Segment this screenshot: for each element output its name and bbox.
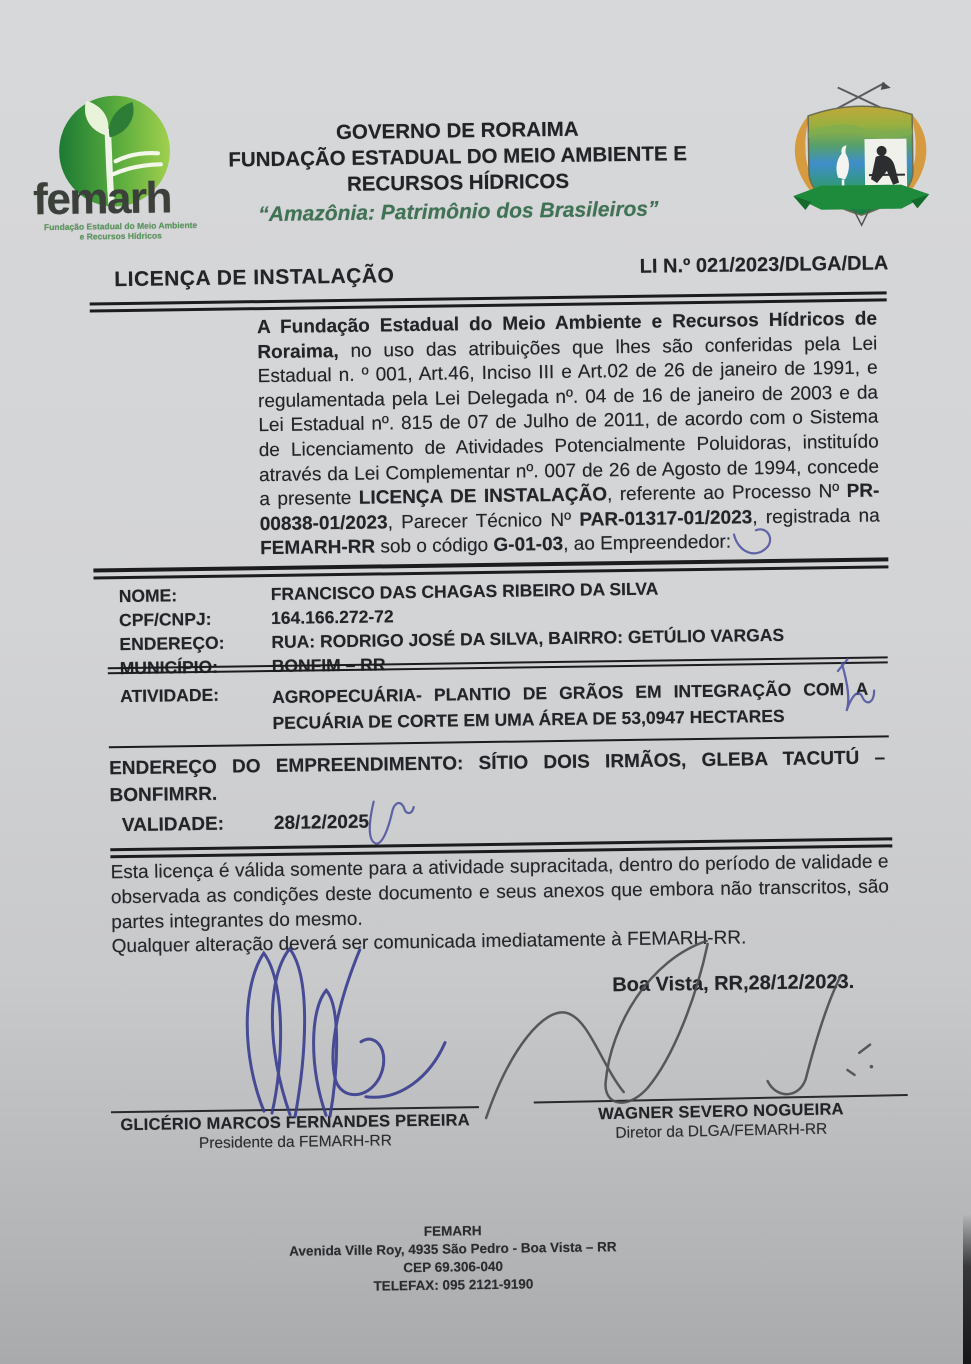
field-label: MUNICÍPIO: (119, 656, 219, 679)
field-label: ENDEREÇO: (119, 632, 225, 655)
terms-notice: Qualquer alteração deverá ser comunicada imediatamente à FEMARH-RR. (111, 927, 747, 958)
document-title: LICENÇA DE INSTALAÇÃO (114, 264, 395, 292)
photo-dark-edge (963, 1214, 971, 1364)
field-label: ATIVIDADE: (120, 684, 220, 707)
org-line3: RECURSOS HÍDRICOS (346, 169, 570, 196)
footer-line2: Avenida Ville Roy, 4935 São Pedro - Boa Vista – RR (289, 1239, 617, 1259)
field-value: 164.166.272-72 (270, 606, 394, 628)
femarh-logo (30, 96, 212, 243)
footer-line4: TELEFAX: 095 2121-9190 (373, 1276, 534, 1294)
preamble-seg: G-01-03 (493, 534, 564, 557)
field-label: VALIDADE: (121, 813, 225, 837)
preamble-seg: LICENÇA DE INSTALAÇÃO (358, 484, 608, 509)
field-label: NOME: (118, 585, 178, 607)
field-value: RUA: RODRIGO JOSÉ DA SILVA, BAIRRO: GETÚLIO VARGAS (271, 624, 785, 652)
logo-wordmark: femarh (32, 173, 172, 225)
validity-date: 28/12/2025 (273, 811, 370, 834)
preamble-seg: PR-00838-01/2023 (259, 480, 880, 535)
roraima-coat-of-arms-icon (780, 76, 942, 233)
preamble-seg: FEMARH-RR (259, 536, 376, 560)
preamble-seg: , ao Empreendedor: (563, 531, 732, 556)
footer-line3: CEP 69.306-040 (403, 1258, 504, 1276)
field-label: CPF/CNPJ: (118, 608, 212, 631)
validity-block (122, 807, 722, 837)
logo-subtext-line1: Fundação Estadual do Meio Ambiente (43, 219, 198, 233)
signature-block-president (111, 1106, 480, 1154)
preamble-seg: , Parecer Técnico Nº (387, 509, 580, 534)
org-line1: GOVERNO DE RORAIMA (335, 117, 579, 145)
signer-name: GLICÉRIO MARCOS FERNANDES PEREIRA (120, 1111, 470, 1135)
org-slogan: “Amazônia: Patrimônio dos Brasileiros” (258, 197, 659, 227)
signer-title: Presidente da FEMARH-RR (198, 1132, 392, 1153)
preamble-seg: PAR-01317-01/2023 (579, 507, 753, 531)
terms-paragraph: Esta licença é válida somente para a atividade supracitada, dentro do período de validade e observada as condições deste documento e seus anexos que embora não transcritos, são partes integrantes do mesmo. (110, 851, 890, 934)
footer-line1: FEMARH (423, 1223, 482, 1239)
dateline: Boa Vista, RR,28/12/2023. (612, 970, 855, 997)
footer-address (153, 1218, 754, 1298)
preamble-seg: , referente ao Processo Nº (606, 481, 847, 506)
site-address: ENDEREÇO DO EMPREENDIMENTO: SÍTIO DOIS IRMÃOS, GLEBA TACUTÚ – BONFIMRR. (109, 747, 886, 807)
field-value: AGROPECUÁRIA- PLANTIO DE GRÃOS EM INTEGRAÇÃO COM A PECUÁRIA DE CORTE EM UMA ÁREA DE 53,0947 HECTARES (272, 678, 869, 733)
logo-subtext-line2: e Recursos Hídricos (79, 230, 162, 242)
org-line2: FUNDAÇÃO ESTADUAL DO MEIO AMBIENTE E (228, 142, 688, 172)
license-number: LI N.º 021/2023/DLGA/DLA (639, 252, 889, 278)
signature-ink-director (484, 939, 874, 1118)
letterhead (197, 115, 718, 229)
signature-block-director (534, 1094, 909, 1144)
preamble-seg: , registrada na (752, 505, 880, 529)
field-value: BONFIM – RR (271, 654, 386, 676)
signature-ink-president (246, 947, 446, 1118)
preamble-seg: no uso das atribuições que lhes são conferidas pela Lei Estadual n. º 001, Art.46, Inciso III e Art.02 de 26 de janeiro de 1991, e regulamentada pela Lei Delegada nº. 04 de 16 de janeiro de 2003 e da Lei Estadual nº. 815 de 07 de Julho de 2011, de acordo com o Sistema de Licenciamento de Atividades Potencialmente Poluidoras, instituído através da Lei Complementar nº. 007 de 26 de Agosto de 1994, concede a presente (257, 333, 880, 511)
signer-title: Diretor da DLGA/FEMARH-RR (615, 1120, 828, 1142)
field-value: FRANCISCO DAS CHAGAS RIBEIRO DA SILVA (270, 578, 659, 604)
preamble-seg: sob o código (375, 535, 494, 558)
signer-name: WAGNER SEVERO NOGUEIRA (598, 1100, 844, 1124)
preamble-seg: A Fundação Estadual do Meio Ambiente e Recursos Hídricos de Roraima, (256, 308, 878, 363)
preamble-paragraph (257, 307, 880, 562)
logo-subtext (32, 220, 210, 242)
